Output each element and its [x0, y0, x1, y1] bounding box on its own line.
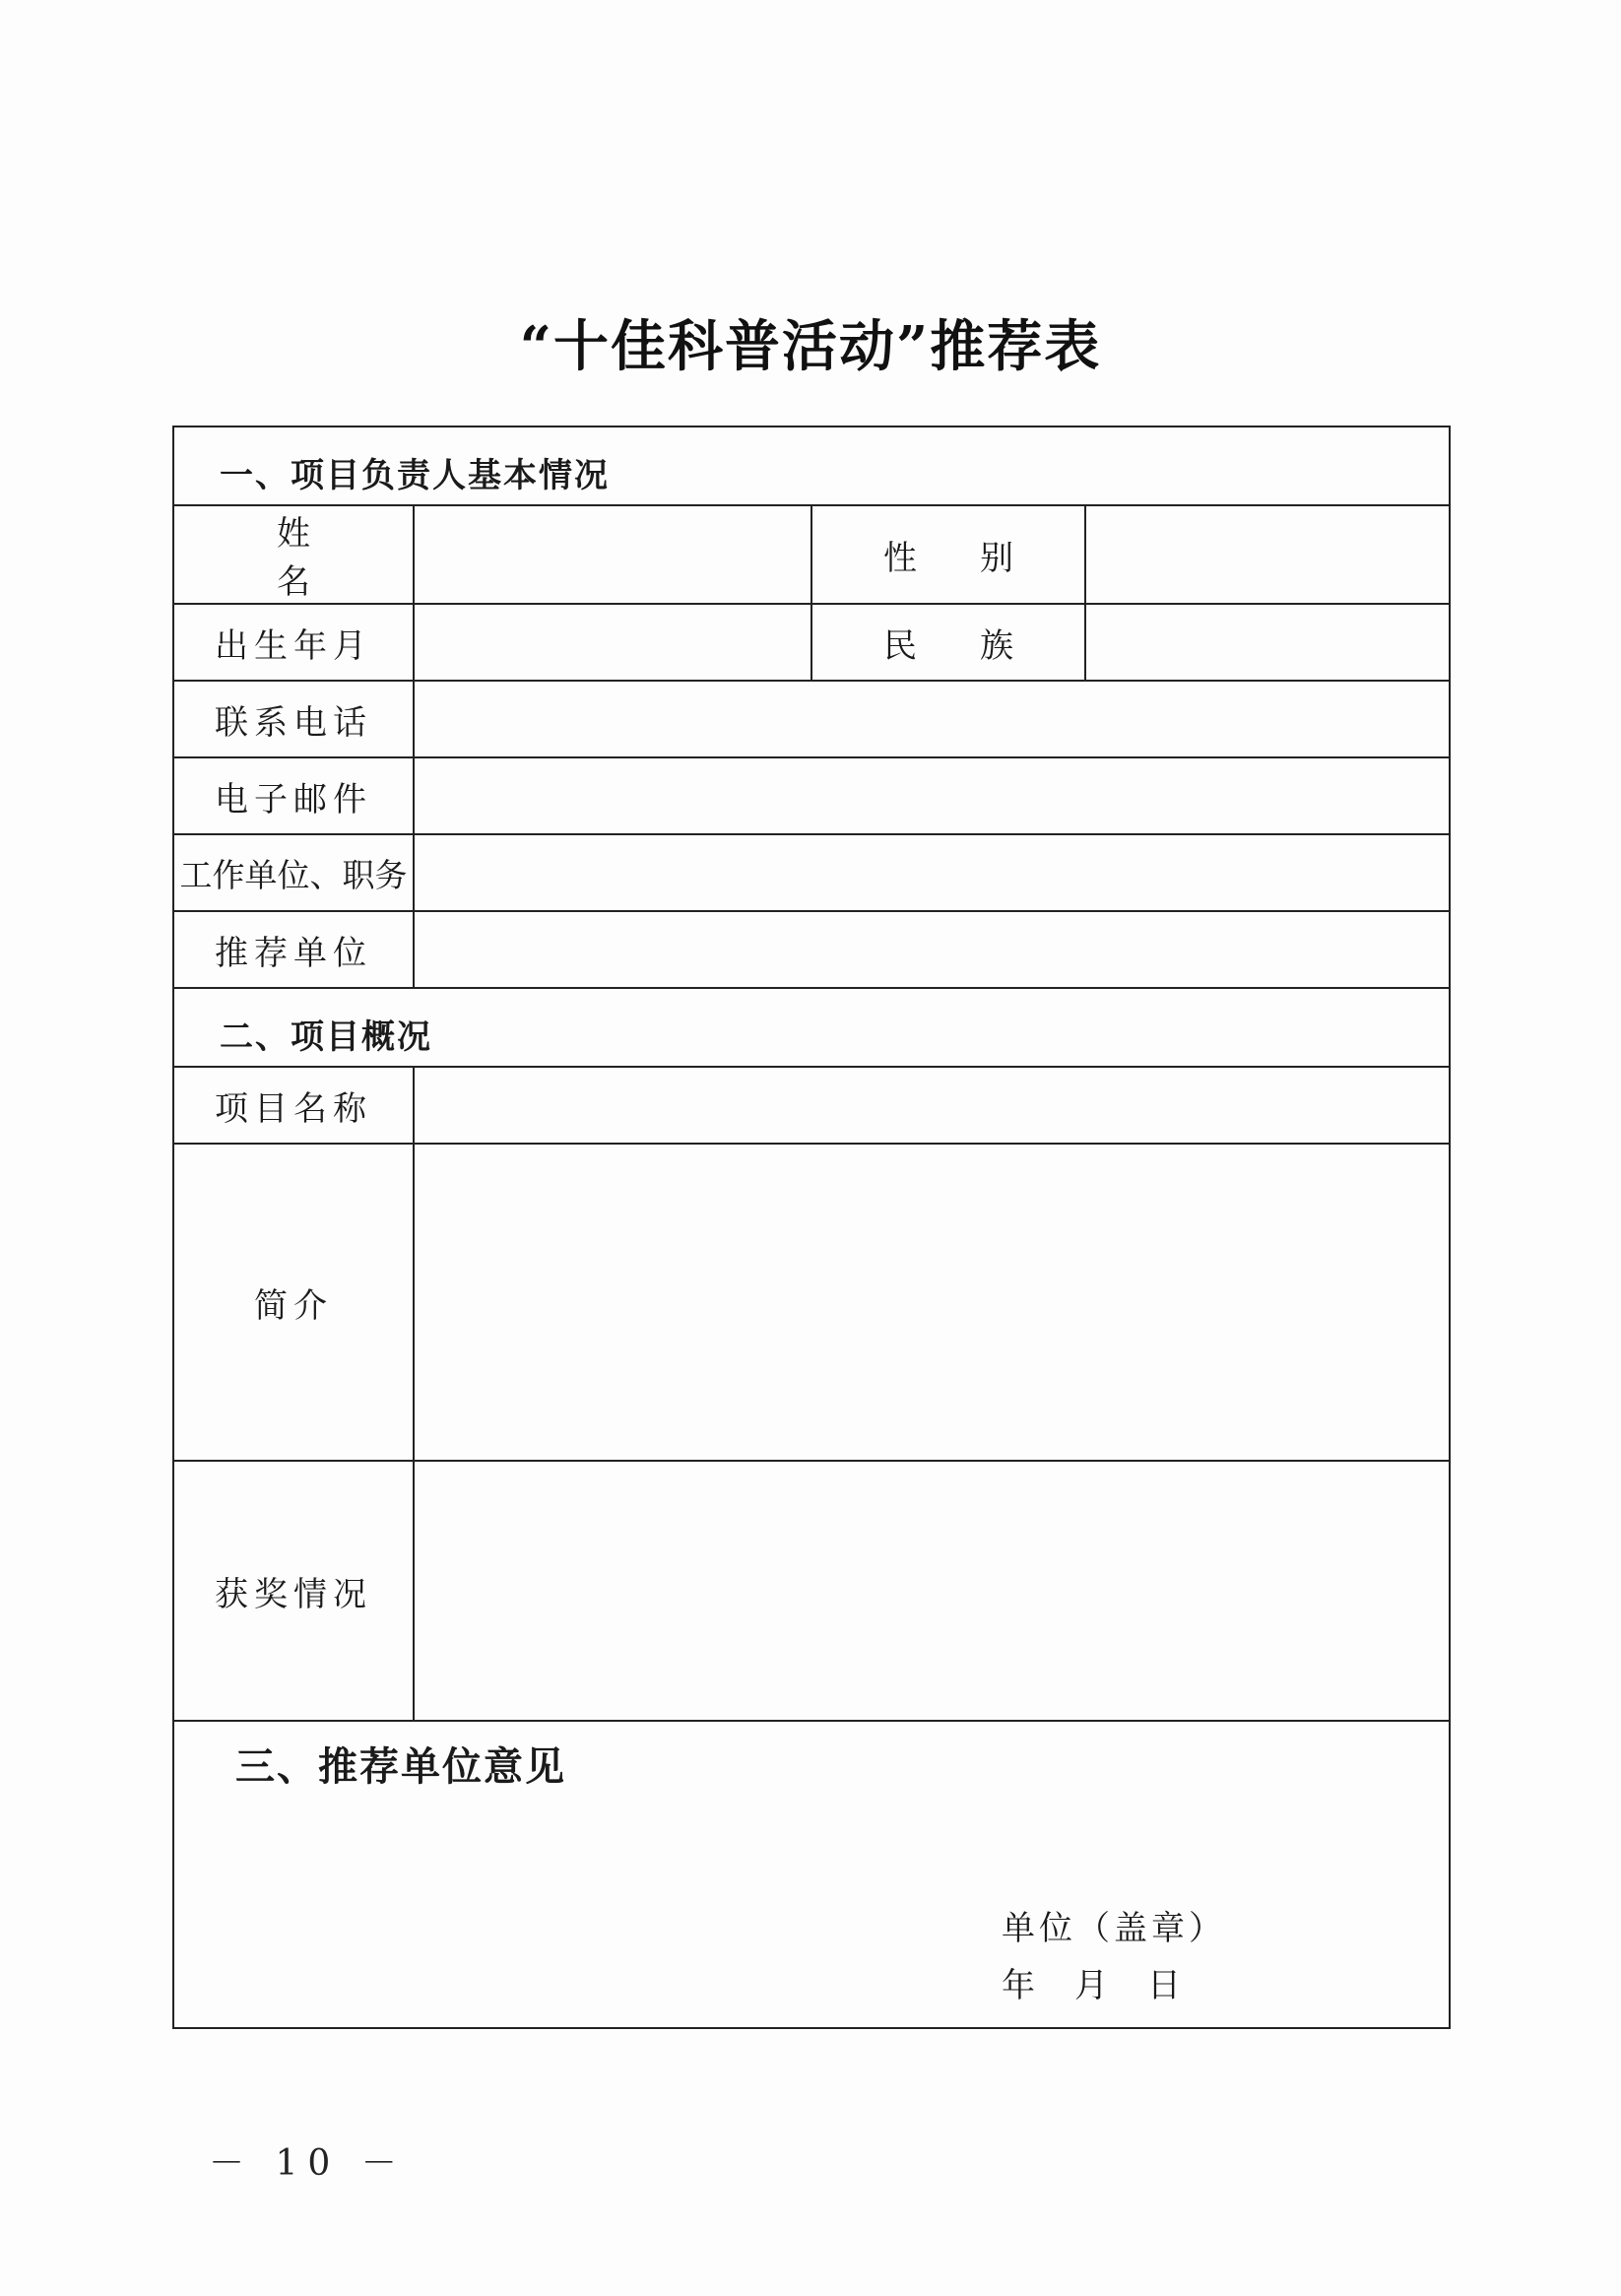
- gender-label: 性别: [811, 505, 1085, 604]
- phone-field[interactable]: [414, 681, 1450, 757]
- recommending-unit-field[interactable]: [414, 911, 1450, 988]
- project-name-label: 项目名称: [173, 1067, 414, 1144]
- page-number: － 10 －: [209, 2143, 407, 2184]
- day-label: 日: [1147, 1966, 1181, 2005]
- section-2-heading: 二、项目概况: [173, 988, 1450, 1067]
- email-label: 电子邮件: [173, 757, 414, 834]
- month-label: 月: [1074, 1966, 1108, 2005]
- section-3-heading: 三、推荐单位意见: [235, 1744, 566, 1790]
- year-label: 年: [1002, 1966, 1035, 2005]
- introduction-field[interactable]: [414, 1144, 1450, 1461]
- birth-date-field[interactable]: [414, 604, 811, 681]
- recommendation-form-table: [172, 426, 1451, 2029]
- introduction-label: 简介: [173, 1144, 414, 1461]
- project-name-field[interactable]: [414, 1067, 1450, 1144]
- ethnicity-label: 民族: [811, 604, 1085, 681]
- section-1-heading: 一、项目负责人基本情况: [173, 426, 1450, 505]
- recommending-unit-opinion-cell[interactable]: [173, 1721, 1450, 2028]
- work-unit-field[interactable]: [414, 834, 1450, 911]
- name-field[interactable]: [414, 505, 811, 604]
- recommending-unit-label: 推荐单位: [173, 911, 414, 988]
- birth-date-label: 出生年月: [173, 604, 414, 681]
- ethnicity-field[interactable]: [1085, 604, 1450, 681]
- email-field[interactable]: [414, 757, 1450, 834]
- unit-stamp-label: 单位（盖章）: [1002, 1909, 1226, 1948]
- date-line: [1002, 1958, 1181, 2006]
- work-unit-label: 工作单位、职务: [173, 834, 414, 911]
- awards-label: 获奖情况: [173, 1461, 414, 1721]
- gender-field[interactable]: [1085, 505, 1450, 604]
- document-title: “十佳科普活动”推荐表: [519, 314, 1102, 379]
- name-label: 姓名: [173, 505, 414, 604]
- awards-field[interactable]: [414, 1461, 1450, 1721]
- phone-label: 联系电话: [173, 681, 414, 757]
